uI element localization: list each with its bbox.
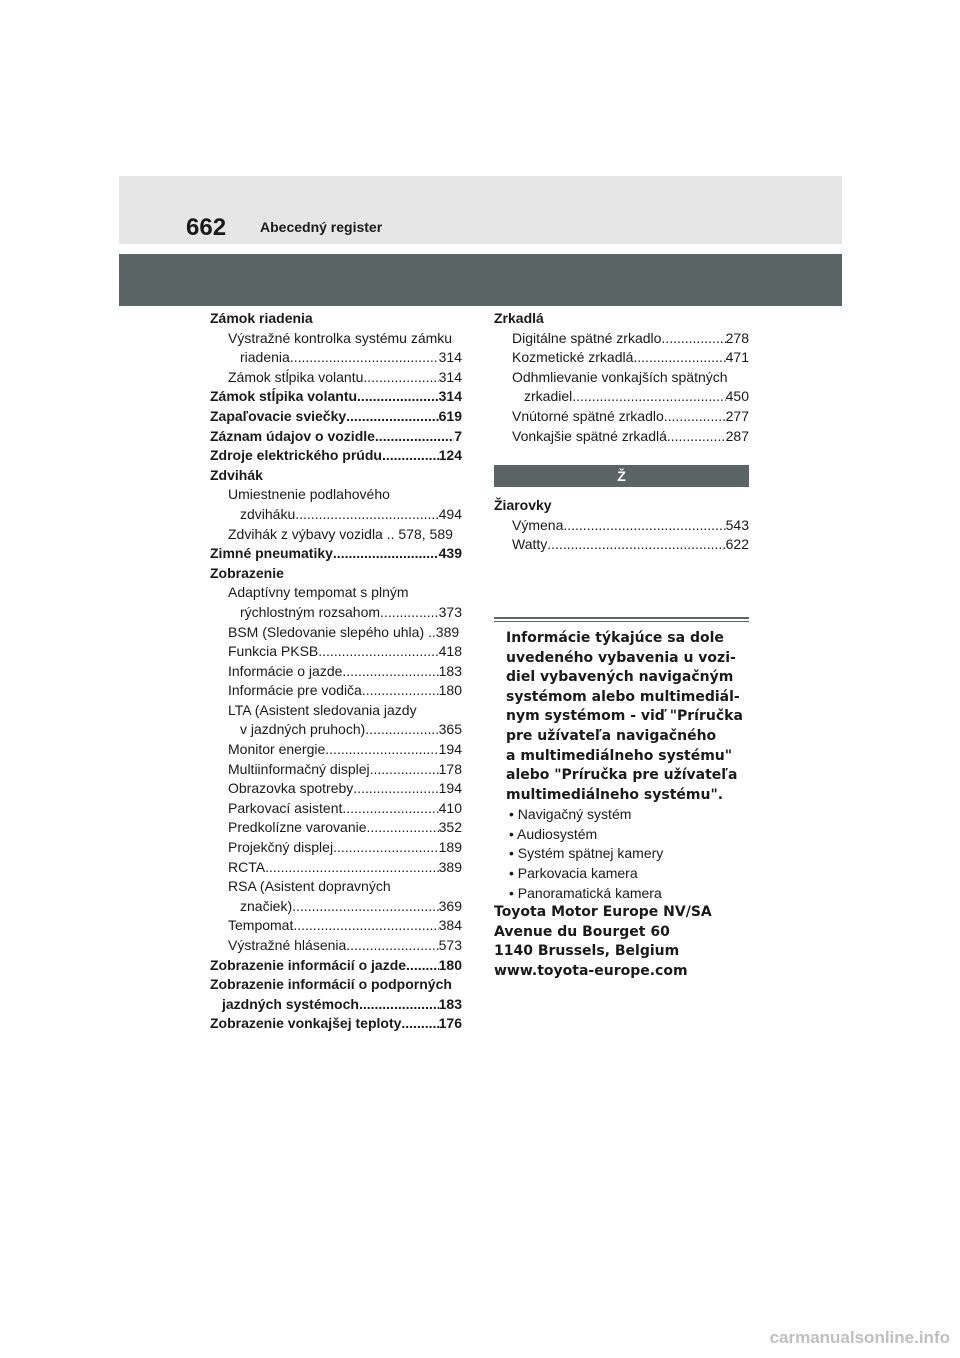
index-entry: Zapaľovacie sviečky ..... 619 bbox=[210, 407, 462, 427]
contact-line: Avenue du Bourget 60 bbox=[494, 923, 670, 940]
index-entry: Zobrazenie informácií o jazde ..... 180 bbox=[210, 956, 462, 976]
index-entry: zrkadiel ..... 450 bbox=[494, 387, 749, 407]
index-entry: RSA (Asistent dopravných bbox=[228, 878, 391, 895]
info-heading-line: diel vybavených navigačným bbox=[506, 669, 734, 686]
index-entry: Obrazovka spotreby ..... 194 bbox=[210, 779, 462, 799]
index-entry: Vnútorné spätné zrkadlo ..... 277 bbox=[494, 407, 749, 427]
info-divider bbox=[494, 617, 749, 622]
info-heading-line: Informácie týkajúce sa dole bbox=[506, 629, 724, 646]
index-entry: Zdvihák bbox=[210, 466, 263, 483]
info-list-item: • Parkovacia kamera bbox=[494, 864, 749, 884]
header-bar bbox=[119, 176, 842, 244]
info-heading-line: nym systémom - viď "Príručka bbox=[506, 708, 743, 725]
index-entry: Kozmetické zrkadlá ..... 471 bbox=[494, 348, 749, 368]
page-number: 662 bbox=[186, 214, 227, 241]
index-entry: RCTA ..... 389 bbox=[210, 858, 462, 878]
index-column-left bbox=[210, 309, 462, 1034]
index-entry: Výstražné kontrolka systému zámku bbox=[228, 329, 453, 346]
index-entry: Digitálne spätné zrkadlo ..... 278 bbox=[494, 329, 749, 349]
index-entry: Funkcia PKSB ..... 418 bbox=[210, 642, 462, 662]
index-entry: Výmena ..... 543 bbox=[494, 516, 749, 536]
watermark: carmanualsonline.info bbox=[769, 1328, 950, 1347]
index-entry: jazdných systémoch ..... 183 bbox=[210, 995, 462, 1015]
contact-address bbox=[494, 903, 749, 981]
index-entry: Adaptívny tempomat s plným bbox=[228, 584, 409, 601]
header-band bbox=[119, 254, 842, 306]
info-list-item: • Systém spätnej kamery bbox=[494, 844, 749, 864]
info-heading-line: a multimediálneho systému" bbox=[506, 747, 733, 764]
index-entry: značiek) ..... 369 bbox=[210, 897, 462, 917]
index-group-z bbox=[494, 309, 749, 446]
index-entry: Monitor energie ..... 194 bbox=[210, 740, 462, 760]
index-entry: Výstražné hlásenia ..... 573 bbox=[210, 936, 462, 956]
info-list-item: • Panoramatická kamera bbox=[494, 884, 749, 904]
info-heading bbox=[494, 629, 749, 805]
index-entry: Predkolízne varovanie ..... 352 bbox=[210, 818, 462, 838]
index-entry: zdviháku ..... 494 bbox=[210, 505, 462, 525]
info-heading-line: alebo "Príručka pre užívateľa bbox=[506, 767, 738, 784]
index-entry: Záznam údajov o vozidle ..... 7 bbox=[210, 427, 462, 447]
index-entry: Zobrazenie vonkajšej teploty ..... 176 bbox=[210, 1014, 462, 1034]
index-entry: rýchlostným rozsahom ..... 373 bbox=[210, 603, 462, 623]
index-entry: Zámok riadenia bbox=[210, 310, 313, 326]
index-group-zh bbox=[494, 496, 749, 555]
index-column-right bbox=[494, 309, 749, 982]
index-entry: Žiarovky bbox=[494, 497, 552, 514]
index-entry: Watty ..... 622 bbox=[494, 535, 749, 555]
index-entry: Tempomat ..... 384 bbox=[210, 916, 462, 936]
info-heading-line: multimediálneho systému". bbox=[506, 786, 724, 803]
index-entry: Zimné pneumatiky ..... 439 bbox=[210, 544, 462, 564]
section-letter-bar: Ž bbox=[494, 465, 749, 487]
index-entry: Multiinformačný displej ..... 178 bbox=[210, 760, 462, 780]
index-entry: v jazdných pruhoch) ..... 365 bbox=[210, 720, 462, 740]
index-entry: Odhmlievanie vonkajších spätných bbox=[512, 368, 728, 385]
index-entry: Umiestnenie podlahového bbox=[228, 486, 390, 503]
info-heading-line: pre užívateľa navigačného bbox=[506, 727, 717, 744]
index-entry: Zdvihák z výbavy vozidla .. 578, 589 bbox=[228, 525, 453, 542]
index-entry: LTA (Asistent sledovania jazdy bbox=[228, 701, 417, 718]
info-list-item: • Navigačný systém bbox=[494, 805, 749, 825]
contact-line: Toyota Motor Europe NV/SA bbox=[494, 904, 712, 921]
contact-line: 1140 Brussels, Belgium bbox=[494, 943, 680, 960]
index-entry: Informácie o jazde ..... 183 bbox=[210, 662, 462, 682]
index-entry: Zdroje elektrického prúdu ..... 124 bbox=[210, 446, 462, 466]
index-entry: Vonkajšie spätné zrkadlá ..... 287 bbox=[494, 427, 749, 447]
info-items bbox=[494, 805, 749, 903]
index-entry: Zobrazenie bbox=[210, 564, 284, 581]
index-entry: Zámok stĺpika volantu ..... 314 bbox=[210, 368, 462, 388]
section-title: Abecedný register bbox=[260, 219, 383, 235]
index-entry: Parkovací asistent ..... 410 bbox=[210, 799, 462, 819]
index-entry: Zobrazenie informácií o podporných bbox=[210, 976, 452, 993]
info-list-item: • Audiosystém bbox=[494, 825, 749, 845]
index-entry: BSM (Sledovanie slepého uhla) ..389 bbox=[228, 623, 460, 640]
info-heading-line: uvedeného vybavenia u vozi- bbox=[506, 649, 736, 666]
index-entry: riadenia ..... 314 bbox=[210, 348, 462, 368]
contact-line: www.toyota-europe.com bbox=[494, 963, 688, 980]
index-entry: Projekčný displej ..... 189 bbox=[210, 838, 462, 858]
index-entry: Zámok stĺpika volantu ..... 314 bbox=[210, 387, 462, 407]
index-entry: Zrkadlá bbox=[494, 310, 544, 326]
info-heading-line: systémom alebo multimediál- bbox=[506, 688, 740, 705]
index-entry: Informácie pre vodiča ..... 180 bbox=[210, 681, 462, 701]
